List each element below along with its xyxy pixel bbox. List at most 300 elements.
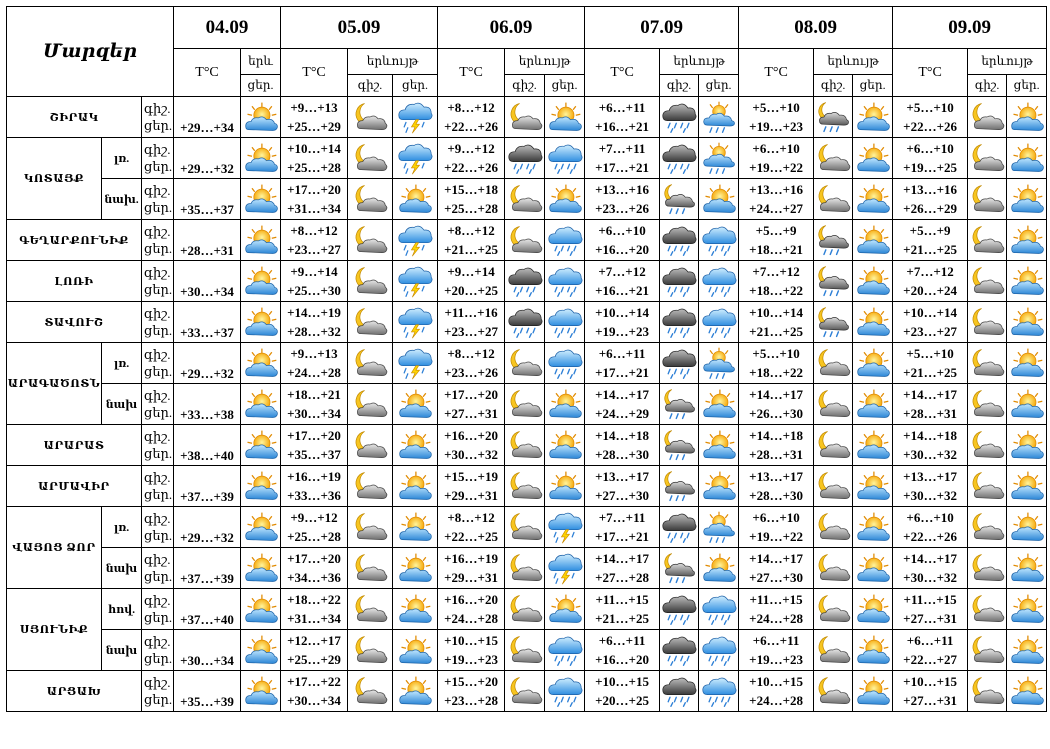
temp-day: +28…+31 — [903, 406, 957, 421]
day-label: ցեր. — [144, 569, 173, 584]
temp-day: +29…+31 — [444, 570, 498, 585]
moon-rain-icon — [661, 572, 697, 589]
temp-range — [438, 343, 505, 384]
temp-range — [893, 138, 968, 179]
temp-night: +11…+15 — [595, 592, 649, 607]
weather-icon-cell — [241, 671, 281, 712]
temp-range — [281, 507, 348, 548]
region-row — [7, 179, 1047, 220]
region-row — [7, 343, 1047, 384]
sun-cloud-icon — [243, 326, 279, 343]
temp-day: +27…+30 — [749, 570, 803, 585]
date-header: 08.09 — [739, 7, 893, 49]
weather-icon-cell — [968, 179, 1007, 220]
weather-icon-cell — [853, 97, 893, 138]
temp-night: +8…+12 — [290, 223, 338, 238]
sun-cloud-icon — [855, 162, 891, 179]
sun-cloud-icon — [855, 449, 891, 466]
weather-icon-cell — [348, 548, 393, 589]
temp-day: +23…+26 — [595, 201, 649, 216]
weather-icon-cell — [699, 589, 739, 630]
time-labels — [142, 507, 174, 548]
sun-cloud-icon — [701, 572, 737, 589]
temp-night: +10…+15 — [444, 633, 498, 648]
date-header: 07.09 — [585, 7, 739, 49]
phenomenon-header: երևույթ — [660, 49, 739, 75]
moon-cloud-icon — [352, 449, 388, 466]
temp-day: +24…+28 — [287, 365, 341, 380]
weather-icon-cell — [393, 384, 438, 425]
temp-night: +7…+12 — [598, 264, 646, 279]
temp-night: +8…+12 — [447, 223, 495, 238]
night-label: գիշ. — [144, 183, 171, 198]
weather-icon-cell — [1007, 589, 1047, 630]
temp-day: +29…+31 — [444, 488, 498, 503]
temp-night: +5…+10 — [752, 100, 800, 115]
day-label: ցեր. — [144, 651, 173, 666]
temp-range — [281, 97, 348, 138]
rain-cloud-icon — [547, 695, 583, 712]
temp-night: +16…+20 — [444, 428, 498, 443]
night-label: գիշ. — [144, 593, 171, 608]
temp-range — [739, 261, 814, 302]
temp-day: +27…+31 — [444, 406, 498, 421]
temp-day: +27…+28 — [595, 570, 649, 585]
temp-night: +6…+11 — [598, 100, 646, 115]
moon-cloud-icon — [969, 613, 1005, 630]
temp-day: +25…+28 — [444, 201, 498, 216]
region-name: ԱՐՑԱԽ — [7, 671, 142, 712]
night-label: գիշ. — [144, 265, 171, 280]
night-subheader: գիշ. — [968, 75, 1007, 97]
day-label: ցեր. — [144, 200, 173, 215]
temp-range — [585, 671, 660, 712]
moon-cloud-icon — [352, 572, 388, 589]
moon-rain-icon — [661, 449, 697, 466]
moon-cloud-icon — [352, 162, 388, 179]
temp-night: +17…+20 — [287, 428, 341, 443]
sun-cloud-icon — [397, 654, 433, 671]
temp-day: +19…+23 — [595, 324, 649, 339]
weather-icon-cell — [348, 466, 393, 507]
day-label: ցեր. — [144, 487, 173, 502]
moon-cloud-icon — [969, 121, 1005, 138]
temp-range — [281, 589, 348, 630]
temp-night: +15…+19 — [444, 469, 498, 484]
weather-icon-cell — [348, 343, 393, 384]
weather-icon-cell — [660, 138, 699, 179]
temp-range — [893, 507, 968, 548]
sun-cloud-icon — [243, 449, 279, 466]
moon-cloud-icon — [815, 695, 851, 712]
weather-icon-cell — [660, 425, 699, 466]
sun-cloud-icon — [1009, 285, 1045, 302]
moon-rain-icon — [661, 203, 697, 220]
temp-night: +5…+10 — [906, 346, 954, 361]
moon-cloud-icon — [507, 695, 543, 712]
region-row — [7, 302, 1047, 343]
temp-night: +6…+10 — [752, 141, 800, 156]
night-label: գիշ. — [144, 388, 171, 403]
moon-cloud-icon — [969, 285, 1005, 302]
moon-cloud-icon — [352, 285, 388, 302]
temp-range — [281, 343, 348, 384]
temp-range — [281, 179, 348, 220]
temp-day: +16…+21 — [595, 119, 649, 134]
date-header: 05.09 — [281, 7, 438, 49]
temp-day: +24…+27 — [749, 201, 803, 216]
temp-day: +20…+25 — [444, 283, 498, 298]
weather-icon-cell — [545, 425, 585, 466]
moon-cloud-icon — [815, 613, 851, 630]
weather-icon-cell — [660, 507, 699, 548]
sun-cloud-icon — [547, 490, 583, 507]
weather-icon-cell — [853, 138, 893, 179]
temp-day: +21…+25 — [749, 324, 803, 339]
temp-header: T°C — [893, 49, 968, 97]
temp-range — [585, 220, 660, 261]
weather-icon-cell — [699, 507, 739, 548]
weather-icon-cell — [968, 384, 1007, 425]
temp-range — [893, 671, 968, 712]
temp-day: +17…+21 — [595, 529, 649, 544]
temp-night: +11…+15 — [749, 592, 803, 607]
weather-icon-cell — [699, 138, 739, 179]
temp-day: +17…+21 — [595, 365, 649, 380]
temp-day: +35…+37 — [174, 179, 241, 220]
sun-cloud-icon — [855, 285, 891, 302]
weather-icon-cell — [1007, 630, 1047, 671]
temp-range — [281, 302, 348, 343]
moon-cloud-icon — [815, 449, 851, 466]
temp-day: +18…+22 — [749, 283, 803, 298]
weather-icon-cell — [699, 261, 739, 302]
night-subheader: գիշ. — [348, 75, 393, 97]
weather-icon-cell — [545, 507, 585, 548]
sun-cloud-icon — [243, 244, 279, 261]
temp-header: T°C — [438, 49, 505, 97]
sun-cloud-icon — [855, 244, 891, 261]
temp-night: +8…+12 — [447, 100, 495, 115]
subregion-label: նախ — [102, 384, 142, 425]
rain-cloud-icon — [547, 326, 583, 343]
dark-rain-cloud-icon — [661, 654, 697, 671]
temp-day: +21…+25 — [903, 242, 957, 257]
temp-day: +30…+32 — [903, 488, 957, 503]
weather-icon-cell — [968, 261, 1007, 302]
weather-icon-cell — [241, 261, 281, 302]
temp-day: +37…+40 — [174, 589, 241, 630]
temp-night: +13…+16 — [595, 182, 649, 197]
time-labels — [142, 671, 174, 712]
moon-cloud-icon — [507, 244, 543, 261]
temp-night: +14…+18 — [749, 428, 803, 443]
sun-cloud-icon — [1009, 408, 1045, 425]
moon-rain-icon — [815, 244, 851, 261]
sun-cloud-icon — [397, 408, 433, 425]
weather-icon-cell — [348, 507, 393, 548]
region-row — [7, 261, 1047, 302]
temp-day: +31…+34 — [287, 201, 341, 216]
temp-range — [585, 179, 660, 220]
weather-icon-cell — [241, 343, 281, 384]
date-header: 06.09 — [438, 7, 585, 49]
temp-range — [739, 220, 814, 261]
temp-night: +7…+11 — [598, 510, 646, 525]
temp-night: +6…+11 — [752, 633, 800, 648]
moon-cloud-icon — [815, 654, 851, 671]
time-labels — [142, 220, 174, 261]
night-label: գիշ. — [144, 634, 171, 649]
temp-range — [739, 138, 814, 179]
temp-night: +17…+20 — [287, 551, 341, 566]
temp-range — [739, 384, 814, 425]
moon-rain-icon — [661, 490, 697, 507]
weather-icon-cell — [505, 589, 545, 630]
moon-cloud-icon — [352, 408, 388, 425]
weather-icon-cell — [241, 589, 281, 630]
moon-rain-icon — [815, 326, 851, 343]
temp-day: +35…+37 — [287, 447, 341, 462]
night-label: գիշ. — [144, 675, 171, 690]
weather-icon-cell — [545, 671, 585, 712]
sun-cloud-icon — [855, 326, 891, 343]
region-name: ԼՈՌԻ — [7, 261, 142, 302]
dark-rain-cloud-icon — [507, 326, 543, 343]
time-labels — [142, 261, 174, 302]
temp-range — [281, 425, 348, 466]
region-row — [7, 97, 1047, 138]
temp-range — [893, 466, 968, 507]
thunderstorm-icon — [397, 244, 433, 261]
weather-icon-cell — [660, 343, 699, 384]
region-row — [7, 384, 1047, 425]
temp-day: +33…+37 — [174, 302, 241, 343]
temp-range — [893, 97, 968, 138]
moon-cloud-icon — [815, 203, 851, 220]
weather-icon-cell — [1007, 384, 1047, 425]
night-subheader: գիշ. — [505, 75, 545, 97]
temp-day: +27…+30 — [595, 488, 649, 503]
dark-rain-cloud-icon — [661, 613, 697, 630]
temp-day: +30…+34 — [287, 693, 341, 708]
temp-day: +18…+22 — [749, 365, 803, 380]
sun-cloud-icon — [243, 490, 279, 507]
weather-icon-cell — [968, 302, 1007, 343]
moon-cloud-icon — [815, 367, 851, 384]
sun-cloud-icon — [701, 203, 737, 220]
temp-night: +16…+20 — [444, 592, 498, 607]
weather-icon-cell — [699, 466, 739, 507]
dark-rain-cloud-icon — [507, 285, 543, 302]
weather-icon-cell — [660, 179, 699, 220]
temp-day: +30…+34 — [174, 630, 241, 671]
moon-cloud-icon — [507, 121, 543, 138]
dark-rain-cloud-icon — [661, 531, 697, 548]
night-subheader: գիշ. — [814, 75, 853, 97]
weather-icon-cell — [1007, 343, 1047, 384]
temp-night: +14…+17 — [903, 387, 957, 402]
temp-night: +15…+20 — [444, 674, 498, 689]
weather-icon-cell — [545, 548, 585, 589]
day-subheader: ցեր. — [545, 75, 585, 97]
temp-range — [438, 138, 505, 179]
temp-range — [438, 589, 505, 630]
temp-day: +28…+31 — [174, 220, 241, 261]
thunderstorm-icon — [547, 531, 583, 548]
weather-icon-cell — [241, 425, 281, 466]
weather-icon-cell — [660, 302, 699, 343]
sun-cloud-icon — [1009, 695, 1045, 712]
temp-range — [281, 261, 348, 302]
weather-icon-cell — [1007, 179, 1047, 220]
phenomenon-header: երևույթ — [505, 49, 585, 75]
weather-icon-cell — [853, 589, 893, 630]
subregion-label: լռ. — [102, 138, 142, 179]
night-label: գիշ. — [144, 224, 171, 239]
moon-cloud-icon — [815, 572, 851, 589]
temp-range — [585, 261, 660, 302]
temp-range — [281, 384, 348, 425]
temp-night: +15…+18 — [444, 182, 498, 197]
weather-icon-cell — [660, 466, 699, 507]
day-label: ցեր. — [144, 282, 173, 297]
moon-rain-icon — [661, 408, 697, 425]
subregion-label: լռ. — [102, 343, 142, 384]
rain-cloud-icon — [547, 367, 583, 384]
dark-rain-cloud-icon — [661, 326, 697, 343]
temp-night: +8…+12 — [447, 346, 495, 361]
weather-icon-cell — [348, 589, 393, 630]
weather-icon-cell — [505, 671, 545, 712]
temp-night: +14…+18 — [595, 428, 649, 443]
moon-cloud-icon — [815, 490, 851, 507]
temp-range — [739, 466, 814, 507]
temp-day: +38…+40 — [174, 425, 241, 466]
thunderstorm-icon — [397, 121, 433, 138]
temp-day: +31…+34 — [287, 611, 341, 626]
moon-cloud-icon — [969, 695, 1005, 712]
sun-cloud-icon — [1009, 203, 1045, 220]
temp-night: +6…+10 — [906, 510, 954, 525]
temp-night: +12…+17 — [287, 633, 341, 648]
temp-range — [739, 589, 814, 630]
temp-range — [739, 630, 814, 671]
moon-cloud-icon — [507, 367, 543, 384]
weather-icon-cell — [853, 179, 893, 220]
weather-icon-cell — [660, 548, 699, 589]
temp-day: +29…+32 — [174, 343, 241, 384]
weather-icon-cell — [660, 97, 699, 138]
weather-icon-cell — [505, 343, 545, 384]
sun-cloud-icon — [547, 408, 583, 425]
sun-cloud-icon — [1009, 244, 1045, 261]
temp-range — [585, 548, 660, 589]
moon-cloud-icon — [815, 408, 851, 425]
temp-night: +6…+11 — [906, 633, 954, 648]
temp-day: +23…+26 — [444, 365, 498, 380]
temp-night: +7…+11 — [598, 141, 646, 156]
moon-cloud-icon — [352, 244, 388, 261]
weather-icon-cell — [853, 384, 893, 425]
weather-icon-cell — [505, 466, 545, 507]
thunderstorm-icon — [397, 162, 433, 179]
sun-cloud-icon — [397, 613, 433, 630]
temp-night: +11…+15 — [903, 592, 957, 607]
weather-icon-cell — [348, 261, 393, 302]
weather-icon-cell — [545, 97, 585, 138]
moon-cloud-icon — [507, 531, 543, 548]
weather-icon-cell — [814, 179, 853, 220]
weather-icon-cell — [241, 220, 281, 261]
sun-cloud-icon — [243, 572, 279, 589]
temp-day: +23…+27 — [287, 242, 341, 257]
temp-night: +10…+15 — [749, 674, 803, 689]
temp-range — [585, 507, 660, 548]
temp-night: +6…+10 — [752, 510, 800, 525]
weather-icon-cell — [853, 302, 893, 343]
day-subheader: ցեր. — [853, 75, 893, 97]
sun-cloud-icon — [397, 490, 433, 507]
weather-icon-cell — [241, 466, 281, 507]
moon-cloud-icon — [969, 162, 1005, 179]
temp-night: +14…+17 — [903, 551, 957, 566]
rain-cloud-icon — [701, 326, 737, 343]
weather-icon-cell — [1007, 138, 1047, 179]
temp-day: +28…+32 — [287, 324, 341, 339]
moon-cloud-icon — [969, 531, 1005, 548]
region-row — [7, 220, 1047, 261]
rain-cloud-icon — [547, 162, 583, 179]
region-name: ՇԻՐԱԿ — [7, 97, 142, 138]
weather-icon-cell — [545, 589, 585, 630]
dark-rain-cloud-icon — [661, 121, 697, 138]
weather-icon-cell — [505, 179, 545, 220]
temp-day: +16…+20 — [595, 242, 649, 257]
sun-cloud-icon — [1009, 326, 1045, 343]
weather-icon-cell — [660, 671, 699, 712]
temp-range — [438, 630, 505, 671]
weather-icon-cell — [393, 179, 438, 220]
weather-icon-cell — [814, 302, 853, 343]
weather-icon-cell — [241, 179, 281, 220]
day-label: ցեր. — [144, 364, 173, 379]
weather-icon-cell — [1007, 220, 1047, 261]
moon-cloud-icon — [969, 408, 1005, 425]
temp-day: +22…+25 — [444, 529, 498, 544]
weather-icon-cell — [348, 630, 393, 671]
moon-cloud-icon — [507, 490, 543, 507]
temp-day: +22…+26 — [903, 529, 957, 544]
sun-cloud-icon — [855, 121, 891, 138]
weather-icon-cell — [699, 179, 739, 220]
weather-icon-cell — [699, 548, 739, 589]
sun-cloud-icon — [701, 490, 737, 507]
temp-night: +5…+10 — [906, 100, 954, 115]
temp-night: +16…+19 — [287, 469, 341, 484]
weather-icon-cell — [699, 220, 739, 261]
temp-range — [438, 671, 505, 712]
weather-icon-cell — [853, 507, 893, 548]
temp-range — [585, 97, 660, 138]
sun-cloud-icon — [243, 613, 279, 630]
moon-cloud-icon — [507, 449, 543, 466]
rain-cloud-icon — [547, 654, 583, 671]
temp-night: +11…+16 — [444, 305, 498, 320]
temp-day: +23…+27 — [903, 324, 957, 339]
weather-icon-cell — [393, 343, 438, 384]
temp-day: +24…+28 — [749, 693, 803, 708]
